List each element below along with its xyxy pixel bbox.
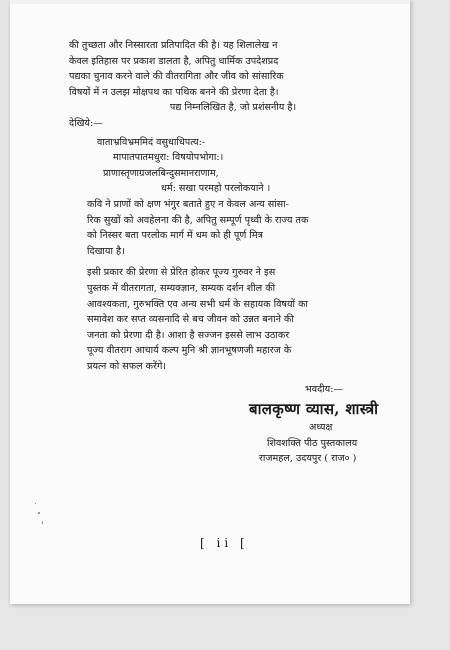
verse-line: मापातपातमधुरा: विषयोपभोगा:।	[113, 152, 224, 164]
text-line: इसी प्रकार की प्रेरणा से प्रेरित होकर पूज्य गुरुवर ने इस	[87, 267, 276, 279]
verse-line: वाताभ्रविभ्रममिदं वसुधाधिपत्य:-	[97, 136, 206, 148]
verse-line: प्राणास्तृणाग्रजलबिन्दुसमानराणाम,	[103, 167, 219, 179]
closing-salutation: भवदीय:—	[305, 384, 344, 396]
author-address: राजमहल, उदयपुर ( राज० )	[259, 453, 357, 465]
paragraph-intro	[69, 38, 397, 100]
text-line: की तुच्छता और निस्सारता प्रतिपादित की है। यह शिलालेख न	[69, 40, 278, 51]
text-line: दिखाया है।	[87, 245, 125, 257]
text-line: समावेश कर सप्त व्यसनादि से बच जीवन को उन्नत बनाने की	[87, 314, 294, 326]
text-line: पद्यका चुनाव करने वाले की वीतरागिता और जीव को सांसारिक	[69, 71, 284, 83]
author-signature-name: बालकृष्ण व्यास, शास्त्री	[249, 400, 379, 419]
text-line: जनता को प्रेरणा दी है। आशा है सज्जन इससे लाभ उठाकर	[87, 329, 290, 341]
verse-line: धर्म: सखा परमहो परलोकयाने ।	[161, 183, 271, 195]
text-line: को निस्सर बता परलोक मार्ग में धम को ही पूर्ण मित्र	[87, 230, 263, 242]
text-line: रिक सुखों को अवहेलना की है, अपितु सम्पूर्ण पृथ्वी के राज्य तक	[87, 214, 309, 226]
text-line: विषयों में न उलझ मोक्षपथ का पथिक बनने की प्रेरणा देता है।	[69, 86, 279, 98]
text-line: पुस्तक में वीतरागता, सम्यक्ज्ञान, सम्यक दर्शन शील की	[87, 282, 276, 294]
verse-intro-line: पद्य निम्नलिखित है, जो प्रशंसनीय है।	[169, 102, 297, 114]
page-text-block	[69, 38, 397, 467]
page-top-edge	[10, 0, 410, 4]
paragraph-commentary	[69, 197, 397, 259]
page-number: [ ii [	[200, 536, 249, 550]
paragraph-book-summary	[69, 265, 397, 374]
scan-speck	[35, 503, 36, 504]
dekhiye-label: देखिये:—	[69, 117, 103, 129]
sanskrit-verse	[69, 135, 397, 197]
text-line: प्रयत्न को सफल करेंगे।	[87, 360, 167, 372]
letter-closing	[69, 382, 397, 466]
author-designation: अध्यक्ष	[309, 422, 333, 434]
text-line: कवि ने प्राणों को क्षण भंगुर बताते हुए न केवल अन्य सांसा-	[87, 198, 289, 210]
text-line: आवश्यकता, गुरुभक्ति एव अन्य सभी धर्म के सहायक विषयों का	[87, 298, 308, 310]
text-line: केवल इतिहास पर प्रकाश डालता है, अपितु धार्मिक उपदेशप्रद	[69, 55, 279, 67]
scan-speck	[38, 512, 40, 514]
author-institution: शिवशक्ति पीठ पुस्तकालय	[267, 437, 358, 449]
text-line: पूज्य वीतराग आचार्य कल्प मुनि श्री ज्ञानभूषणजी महारज के	[87, 345, 292, 357]
scan-speck	[42, 521, 43, 524]
document-page	[10, 0, 410, 604]
